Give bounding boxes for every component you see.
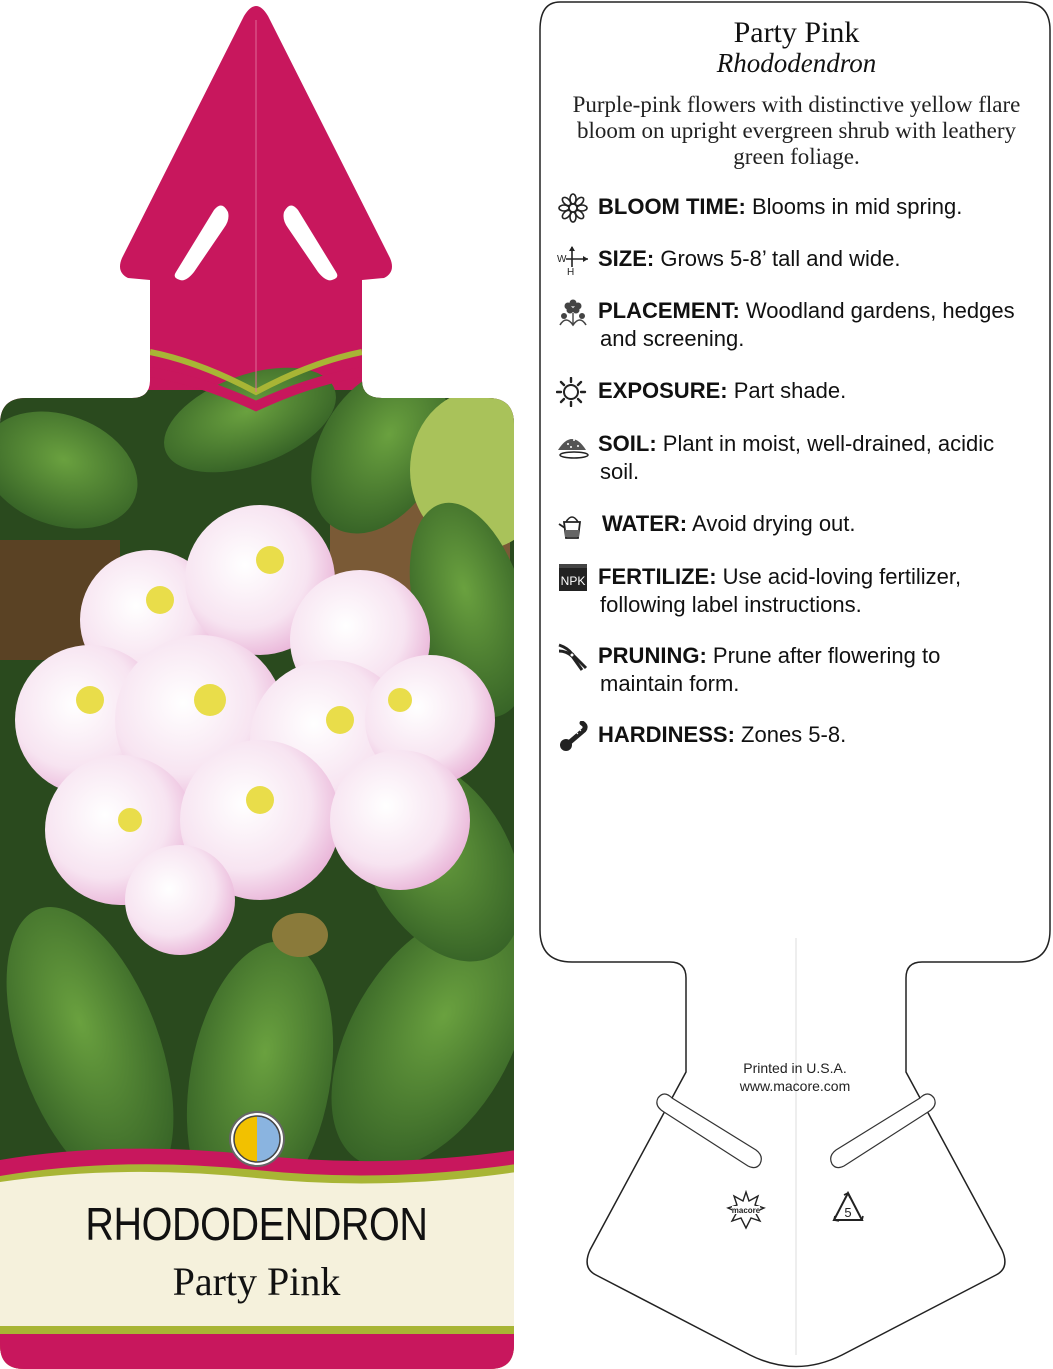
- size-row: [556, 245, 1036, 273]
- fertilize-value: Use acid-loving fertilizer,: [722, 564, 962, 589]
- water-label: WATER:: [602, 511, 688, 536]
- fertilize-label: FERTILIZE:: [598, 564, 717, 589]
- hardiness-label: HARDINESS:: [598, 722, 735, 747]
- npk-icon: [556, 563, 590, 593]
- pruning-row: [556, 642, 1036, 698]
- bloom-time-value: Blooms in mid spring.: [752, 194, 963, 219]
- fertilize-value-cont: following label instructions.: [600, 592, 862, 617]
- hardiness-row: [556, 721, 1036, 749]
- sun-icon: [556, 377, 590, 407]
- front-title: RHODODENDRON: [85, 1198, 428, 1250]
- size-value: Grows 5-8’ tall and wide.: [660, 246, 901, 271]
- exposure-value: Part shade.: [733, 378, 847, 403]
- size-icon: [556, 245, 590, 275]
- exposure-row: [556, 377, 1036, 405]
- soil-value: Plant in moist, well-drained, acidic: [662, 431, 995, 456]
- placement-value-cont: and screening.: [600, 326, 745, 351]
- pruning-value-cont: maintain form.: [600, 671, 740, 696]
- front-subtitle: Party Pink: [172, 1259, 341, 1304]
- watering-can-icon: [556, 510, 590, 540]
- size-label: SIZE:: [598, 246, 655, 271]
- placement-value: Woodland gardens, hedges: [745, 298, 1015, 323]
- svg-text:5: 5: [844, 1205, 852, 1220]
- website: www.macore.com: [739, 1078, 851, 1094]
- macore-logo-icon: [726, 1190, 766, 1230]
- soil-row: [556, 430, 1036, 486]
- plant-name: Party Pink: [733, 16, 860, 49]
- printed-in: Printed in U.S.A.: [743, 1060, 847, 1076]
- svg-text:NPK: NPK: [560, 574, 586, 588]
- flower-icon: [556, 193, 590, 223]
- bloom-time-label: BLOOM TIME:: [598, 194, 746, 219]
- part-sun-icon: [228, 1110, 286, 1168]
- print-info: [680, 1059, 910, 1095]
- soil-value-cont: soil.: [600, 459, 640, 484]
- fertilize-row: [556, 563, 1036, 619]
- pruners-icon: [556, 642, 590, 672]
- placement-icon: [556, 297, 590, 327]
- hardiness-value: Zones 5-8.: [741, 722, 847, 747]
- soil-label: SOIL:: [598, 431, 657, 456]
- thermometer-icon: [556, 721, 590, 751]
- water-value: Avoid drying out.: [692, 511, 856, 536]
- pruning-label: PRUNING:: [598, 643, 707, 668]
- plant-description: Purple-pink flowers with distinctive yellow flare bloom on upright evergreen shrub with leathery green foliage.: [572, 92, 1021, 169]
- svg-text:macore: macore: [731, 1206, 761, 1215]
- plant-latin-name: Rhododendron: [716, 48, 877, 78]
- pruning-value: Prune after flowering to: [712, 643, 941, 668]
- placement-row: [556, 297, 1036, 353]
- svg-text:W: W: [557, 254, 567, 265]
- recycle-icon: [830, 1190, 866, 1226]
- svg-text:H: H: [567, 267, 575, 275]
- exposure-label: EXPOSURE:: [598, 378, 728, 403]
- bloom-time-row: [556, 193, 1036, 221]
- soil-icon: [556, 430, 590, 460]
- placement-label: PLACEMENT:: [598, 298, 740, 323]
- back-tag: [530, 0, 1053, 1369]
- water-row: [556, 510, 1036, 538]
